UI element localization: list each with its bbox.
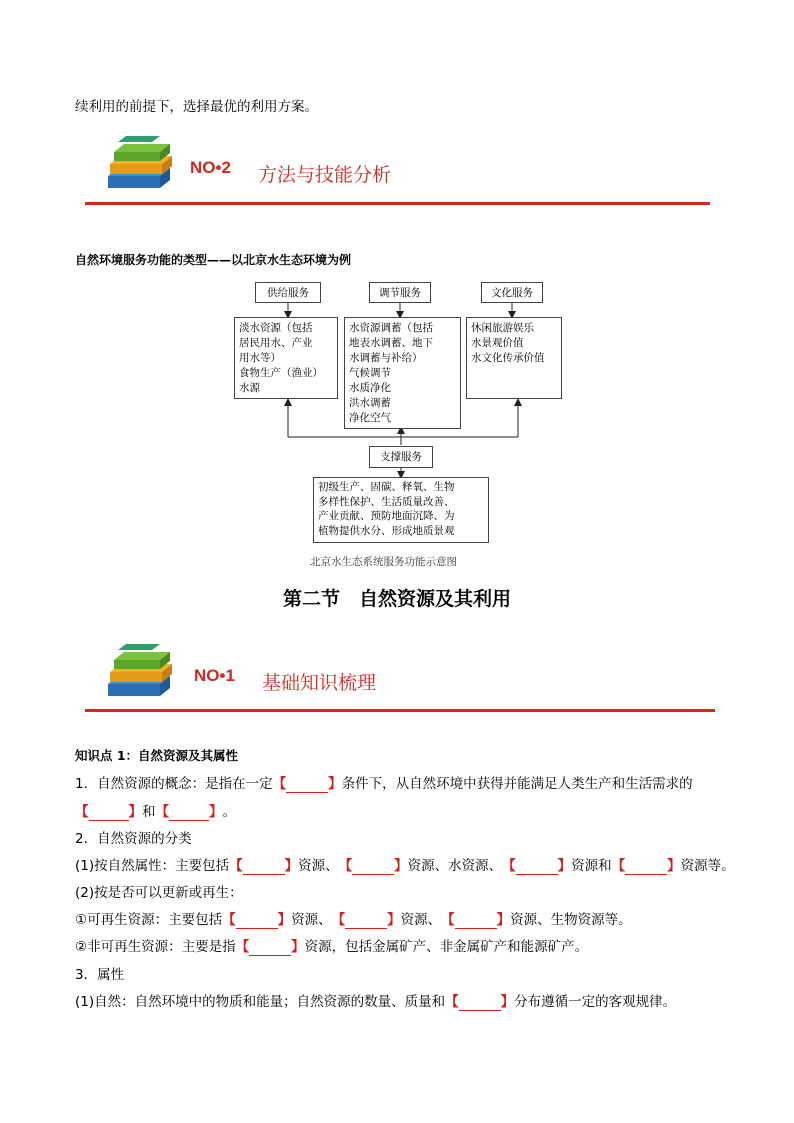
regulate-service-body: 水资源调蓄（包括 地表水调蓄、地下 水调蓄与补给） 气候调节 水质净化 洪水调蓄 净化空气 <box>344 317 461 429</box>
kp1-l6-text-b: 资源，包括金属矿产、非金属矿产和能源矿产。 <box>304 939 589 955</box>
kp1-l3-etc: 资源等。 <box>680 858 735 874</box>
blank-input[interactable]: 【 】 <box>229 858 299 874</box>
blank-input[interactable]: 【 】 <box>611 858 681 874</box>
kp1-l3-res: 资源、 <box>298 858 339 874</box>
kp1-line-5 <box>75 908 632 929</box>
supply-service-title: 供给服务 <box>255 282 321 303</box>
blank-input[interactable]: 【 】 <box>445 994 515 1010</box>
kp1-l1-text-a: 1．自然资源的概念：是指在一定 <box>75 776 273 792</box>
blank-input[interactable]: 【 】 <box>502 858 572 874</box>
banner1-divider <box>85 709 715 712</box>
banner1-number: NO•1 <box>194 666 235 685</box>
kp1-l3-and: 资源和 <box>571 858 612 874</box>
kp1-line-1 <box>75 772 693 793</box>
kp1-l1c-and: 和 <box>142 804 156 820</box>
kp1-l5-text-a: ①可再生资源：主要包括 <box>75 912 223 928</box>
section-title: 第二节 自然资源及其利用 <box>282 588 511 610</box>
blank-input[interactable]: 【 】 <box>235 939 305 955</box>
blank-input[interactable]: 【 】 <box>272 776 342 792</box>
kp1-line-6 <box>75 935 588 956</box>
intro-text: 续利用的前提下，选择最优的利用方案。 <box>75 99 318 115</box>
blank-input[interactable]: 【 】 <box>441 912 511 928</box>
kp1-line-7: 3．属性 <box>75 967 125 983</box>
kp1-line-2: 2．自然资源的分类 <box>75 831 192 847</box>
regulate-service-title: 调节服务 <box>369 282 431 303</box>
banner1-title: 基础知识梳理 <box>262 672 377 694</box>
diagram-heading: 自然环境服务功能的类型——以北京水生态环境为例 <box>75 253 352 267</box>
books-icon <box>100 640 190 700</box>
kp1-l8-text-b: 分布遵循一定的客观规律。 <box>514 994 677 1010</box>
diagram-caption: 北京水生态系统服务功能示意图 <box>310 556 457 568</box>
kp1-l5-res1: 资源、 <box>291 912 332 928</box>
kp1-l8-text-a: (1)自然：自然环境中的物质和能量；自然资源的数量、质量和 <box>75 994 446 1010</box>
blank-input[interactable]: 【 】 <box>331 912 401 928</box>
banner2-number: NO•2 <box>190 158 231 177</box>
kp1-line-8 <box>75 990 676 1011</box>
blank-input[interactable]: 【 】 <box>338 858 408 874</box>
kp1-l5-res2: 资源、 <box>400 912 442 928</box>
blank-input[interactable]: 【 】 <box>75 804 142 820</box>
kp1-line-3 <box>75 854 735 875</box>
kp1-l1-text-b: 条件下，从自然环境中获得并能满足人类生产和生活需求的 <box>341 776 693 792</box>
kp1-l3-text-a: (1)按自然属性：主要包括 <box>75 858 230 874</box>
kp1-l5-bio: 资源、生物资源等。 <box>510 912 632 928</box>
kp1-line-1-cont: 【 】和【 】。 <box>75 800 236 821</box>
culture-service-title: 文化服务 <box>481 282 543 303</box>
kp1-l6-text-a: ②非可再生资源：主要是指 <box>75 939 236 955</box>
kp1-heading: 知识点 1：自然资源及其属性 <box>75 748 239 763</box>
culture-service-body: 休闲旅游娱乐 水景观价值 水文化传承价值 <box>466 317 562 399</box>
kp1-line-4: (2)按是否可以更新或再生： <box>75 885 243 901</box>
banner2-title: 方法与技能分析 <box>258 164 392 186</box>
kp1-l3-water: 资源、水资源、 <box>407 858 503 874</box>
support-service-title: 支撑服务 <box>369 446 433 468</box>
blank-input[interactable]: 【 】 <box>155 804 223 820</box>
blank-input[interactable]: 【 】 <box>222 912 292 928</box>
support-service-body: 初级生产、固碳、释氧、生物 多样性保护、生活质量改善、 产业贡献、预防地面沉降、为 植物提供水分、形成地质景观 <box>313 477 489 543</box>
supply-service-body: 淡水资源（包括 居民用水、产业 用水等） 食物生产（渔业） 水源 <box>234 317 338 399</box>
